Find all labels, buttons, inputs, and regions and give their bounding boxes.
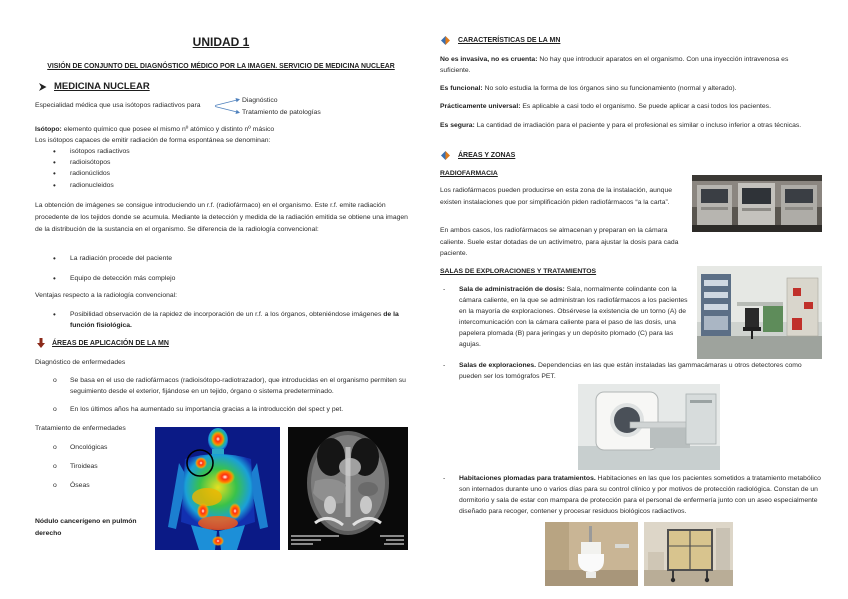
caracteristica-label: No es invasiva, no es cruenta:	[440, 56, 538, 63]
radiofarmacia-paragraph-2: En ambos casos, los radiofármacos se almacenan y preparan en la cámara caliente. Suele estar dotadas de un activímetro, para ajustar la dosis para cada paciente.	[440, 227, 679, 257]
caracteristica-text: No hay que introducir aparatos en el organismo. Con una inyección intravenosa es suficiente.	[440, 56, 789, 75]
diagnostico-heading: Diagnóstico de enfermedades	[35, 359, 126, 366]
sala-text: Dependencias en las que están instaladas las gammacámaras u otros detectores como pueden ser los tomógrafos PET.	[459, 362, 802, 381]
unit-title: UNIDAD 1	[192, 35, 250, 49]
radiofarmacia-photo	[692, 175, 822, 232]
list-item: o Tiroideas	[70, 461, 98, 472]
lesion-hotspot	[195, 457, 207, 469]
use-diagnostico: Diagnóstico	[242, 97, 278, 104]
radiofarmacia-paragraph-1: Los radiofármacos pueden producirse en esta zona de la instalación, aunque existen instalaciones que por simplificación piden radiofármacos “a la carta”.	[440, 187, 673, 206]
ventajas-intro: Ventajas respecto a la radiología convencional:	[35, 292, 178, 299]
sala-administracion-photo	[697, 266, 822, 359]
radiofarmacia-heading: RADIOFARMACIA	[440, 170, 498, 177]
list-item: • radionucleidos	[70, 180, 114, 191]
caracteristica-item	[440, 54, 814, 76]
areas-aplicacion-heading: ÁREAS DE APLICACIÓN DE LA MN	[52, 340, 169, 347]
caracteristica-item	[440, 101, 771, 112]
list-item: • radioisótopos	[70, 157, 110, 168]
habitacion-mampara-drawing	[644, 522, 733, 586]
caracteristica-label: Es segura:	[440, 122, 475, 129]
sala-item	[459, 473, 821, 517]
sala-label: Sala de administración de dosis:	[459, 286, 565, 293]
caracteristica-label: Prácticamente universal:	[440, 103, 521, 110]
section-title-medicina-nuclear: MEDICINA NUCLEAR	[54, 81, 150, 92]
caracteristica-label: Es funcional:	[440, 85, 483, 92]
salas-heading: SALAS DE EXPLORACIONES Y TRATAMIENTOS	[440, 268, 597, 275]
diamond-bullet-icon	[441, 151, 450, 160]
aseo-plomado-photo	[545, 522, 638, 586]
obtencion-paragraph: La obtención de imágenes se consigue introduciendo un r.f. (radiofármaco) en el organismo. Este r.f. emite radiación procedente de los tejidos donde se acumula. Mediante la detección y medida de la radiación emitida se obtiene una imagen de la distribución de la sustancia en el organismo. Se diferencia de la radiología convencional:	[35, 202, 408, 233]
list-item: • La radiación procede del paciente	[70, 253, 172, 264]
isotopos-intro: Los isótopos capaces de emitir radiación de forma espontánea se denominan:	[35, 137, 271, 144]
caracteristica-text: Es aplicable a casi todo el organismo. Se puede aplicar a casi todos los pacientes.	[522, 103, 771, 110]
ventaja-bold-text: de la función fisiológica.	[70, 311, 399, 330]
sala-item	[459, 360, 817, 382]
list-item: • Equipo de detección más complejo	[70, 273, 175, 284]
sala-label: Habitaciones plomadas para tratamientos.	[459, 475, 596, 482]
pet-scanner-drawing	[578, 384, 720, 470]
arrow-bullet-icon	[38, 82, 47, 92]
list-item: • isótopos radiactivos	[70, 146, 130, 157]
list-item: o Óseas	[70, 480, 90, 491]
caracteristicas-heading: CARACTERÍSTICAS DE LA MN	[458, 37, 561, 44]
isotopo-def-text: elemento químico que posee el mismo nº atómico y distinto nº másico	[63, 126, 275, 133]
caracteristica-item	[440, 120, 814, 131]
use-tratamiento: Tratamiento de patologías	[242, 109, 321, 116]
pet-scanner-photo	[578, 384, 720, 470]
habitacion-mampara-photo	[644, 522, 733, 586]
tratamiento-heading: Tratamiento de enfermedades	[35, 425, 126, 432]
pet-scan-drawing	[155, 427, 280, 550]
isotopo-definition	[35, 124, 274, 135]
radiofarmacia-drawing	[692, 175, 822, 232]
sala-text: Habitaciones en las que los pacientes sometidos a tratamiento metabólico son internados durante uno o varios días para su control clínico y por motivos de protección radiológica. Constan de un dormitorio y sala de estar con mampara de protección para el personal de enfermería junto con un aseo especialmente diseñado para recoger, contener y procesar residuos biológicos radiactivos.	[459, 475, 821, 515]
unit-subtitle: VISIÓN DE CONJUNTO DEL DIAGNÓSTICO MÉDICO POR LA IMAGEN. SERVICIO DE MEDICINA NUCLEAR	[47, 63, 395, 70]
sala-administracion-drawing	[697, 266, 822, 359]
sala-label: Salas de exploraciones.	[459, 362, 537, 369]
areas-zonas-heading: ÁREAS Y ZONAS	[458, 152, 516, 159]
caracteristica-text: La cantidad de irradiación para el paciente y para el profesional es similar o incluso inferior a otras técnicas.	[476, 122, 802, 129]
diamond-bullet-icon	[441, 36, 450, 45]
aseo-plomado-drawing	[545, 522, 638, 586]
ct-scan-drawing	[288, 427, 408, 550]
caracteristica-item	[440, 83, 737, 94]
list-item: • radionúclidos	[70, 168, 110, 179]
down-arrow-icon	[37, 338, 45, 348]
sala-text: Sala, normalmente colindante con la cámara caliente, en la que se administran los radiofármacos a los pacientes en la mayoría de exploraciones. Obsérvese la existencia de un torno (A) de intercomunicación con la cámara caliente para el paso de las dosis, una papelera plomada (B) para jeringas y un depósito plomado (C) para las agujas.	[459, 286, 688, 349]
nodulo-caption: Nódulo cancerígeno en pulmón derecho	[35, 518, 137, 537]
list-item: o Se basa en el uso de radiofármacos (radioisótopo-radiotrazador), que introducidas en el organismo permiten su seguimiento desde el exterior, fijándose en un tejido, órgano o sistema predeterminado.	[70, 375, 418, 397]
sala-item	[459, 284, 695, 351]
branch-arrows-icon	[213, 96, 242, 116]
especialidad-text: Especialidad médica que usa isótopos radiactivos para	[35, 102, 201, 109]
list-item: o En los últimos años ha aumentado su importancia gracias a la introducción del spect y pet.	[70, 404, 343, 415]
caracteristica-text: No solo estudia la forma de los órganos sino su funcionamiento (normal y alterado).	[484, 85, 737, 92]
list-item: o Oncológicas	[70, 442, 107, 453]
isotopo-label: Isótopo:	[35, 126, 62, 133]
ventaja-item	[70, 309, 415, 331]
ventaja-text: Posibilidad observación de la rapidez de incorporación de un r.f. a los órganos, obteniéndose imágenes	[70, 311, 382, 318]
pet-scan-image	[155, 427, 280, 550]
ct-scan-image	[288, 427, 408, 550]
